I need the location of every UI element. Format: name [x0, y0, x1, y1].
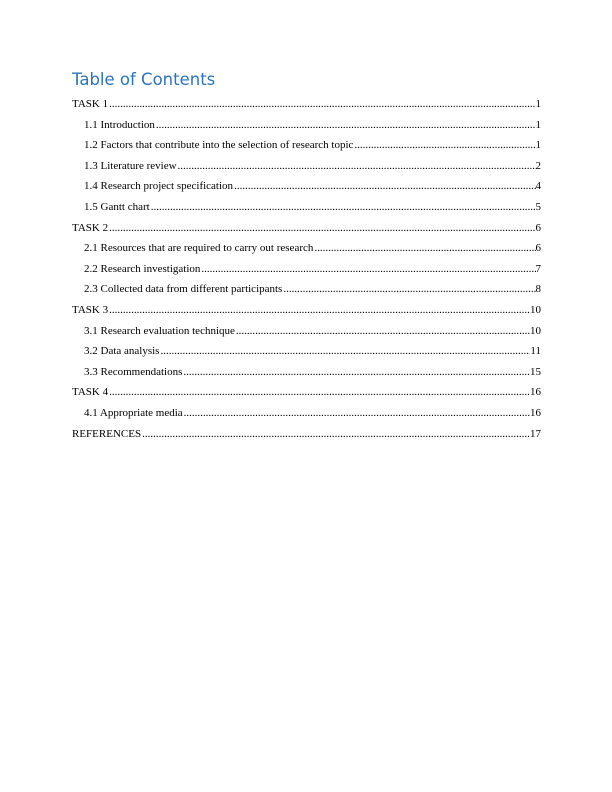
toc-entry-subsection[interactable]: [72, 238, 541, 259]
toc-entry-page-number: 1: [535, 98, 541, 110]
toc-entry-page-number: 8: [535, 283, 541, 296]
toc-entry-page-number: 1: [535, 118, 541, 131]
toc-entry-label: TASK 3: [72, 303, 109, 316]
toc-entry-label: 1.3 Literature review: [84, 159, 177, 172]
toc-dot-leader: [234, 176, 535, 197]
toc-entry-subsection[interactable]: [72, 341, 541, 362]
toc-entries: [72, 94, 541, 444]
toc-entry-label: 1.5 Gantt chart: [84, 200, 150, 213]
toc-dot-leader: [354, 135, 535, 156]
toc-entry-page-number: 6: [535, 221, 541, 234]
toc-entry-page-number: 10: [530, 303, 541, 316]
toc-entry-label: 3.2 Data analysis: [84, 345, 160, 358]
toc-entry-subsection[interactable]: [72, 279, 541, 300]
toc-entry-subsection[interactable]: [72, 115, 541, 136]
toc-dot-leader: [156, 115, 536, 136]
toc-entry-subsection[interactable]: [72, 156, 541, 177]
toc-entry-page-number: 5: [535, 200, 541, 213]
toc-entry-section[interactable]: [72, 382, 541, 403]
toc-dot-leader: [283, 279, 535, 300]
toc-entry-label: REFERENCES: [72, 427, 142, 440]
toc-entry-page-number: 10: [530, 324, 541, 337]
toc-dot-leader: [109, 382, 530, 403]
toc-entry-subsection[interactable]: [72, 403, 541, 424]
toc-entry-section[interactable]: [72, 424, 541, 445]
toc-entry-subsection[interactable]: [72, 362, 541, 383]
toc-entry-label: TASK 1: [72, 98, 109, 110]
toc-entry-section[interactable]: [72, 94, 541, 115]
toc-entry-label: 2.2 Research investigation: [84, 262, 201, 275]
toc-entry-label: TASK 2: [72, 221, 109, 234]
toc-entry-subsection[interactable]: [72, 197, 541, 218]
toc-dot-leader: [236, 321, 530, 342]
toc-entry-label: 1.4 Research project specification: [84, 180, 234, 193]
toc-entry-label: 1.1 Introduction: [84, 118, 155, 131]
toc-entry-label: 2.3 Collected data from different participants: [84, 283, 283, 296]
table-of-contents: [72, 68, 541, 444]
toc-entry-page-number: 16: [530, 386, 541, 399]
toc-entry-label: 2.1 Resources that are required to carry out research: [84, 242, 314, 255]
toc-dot-leader: [314, 238, 535, 259]
toc-title: Table of Contents: [72, 70, 216, 89]
toc-entry-label: TASK 4: [72, 386, 109, 399]
toc-dot-leader: [184, 403, 530, 424]
toc-dot-leader: [178, 156, 536, 177]
toc-entry-page-number: 7: [535, 262, 541, 275]
toc-entry-page-number: 2: [535, 159, 541, 172]
toc-dot-leader: [109, 218, 535, 239]
toc-entry-label: 3.3 Recommendations: [84, 365, 183, 378]
toc-entry-page-number: 17: [530, 427, 541, 440]
toc-dot-leader: [109, 300, 530, 321]
toc-entry-subsection[interactable]: [72, 176, 541, 197]
toc-entry-subsection[interactable]: [72, 135, 541, 156]
toc-entry-page-number: 1: [535, 139, 541, 152]
toc-entry-page-number: 16: [530, 406, 541, 419]
toc-entry-label: 1.2 Factors that contribute into the selection of research topic: [84, 139, 354, 152]
toc-entry-subsection[interactable]: [72, 259, 541, 280]
toc-entry-page-number: 6: [535, 242, 541, 255]
toc-entry-label: 4.1 Appropriate media: [84, 406, 183, 419]
toc-dot-leader: [201, 259, 535, 280]
toc-dot-leader: [183, 362, 530, 383]
toc-entry-subsection[interactable]: [72, 321, 541, 342]
toc-entry-page-number: 15: [530, 365, 541, 378]
toc-dot-leader: [151, 197, 536, 218]
toc-dot-leader: [160, 341, 530, 362]
toc-dot-leader: [109, 94, 535, 115]
toc-entry-label: 3.1 Research evaluation technique: [84, 324, 235, 337]
toc-dot-leader: [142, 424, 530, 445]
toc-entry-section[interactable]: [72, 218, 541, 239]
toc-entry-page-number: 11: [530, 345, 541, 358]
toc-entry-section[interactable]: [72, 300, 541, 321]
toc-entry-page-number: 4: [535, 180, 541, 193]
